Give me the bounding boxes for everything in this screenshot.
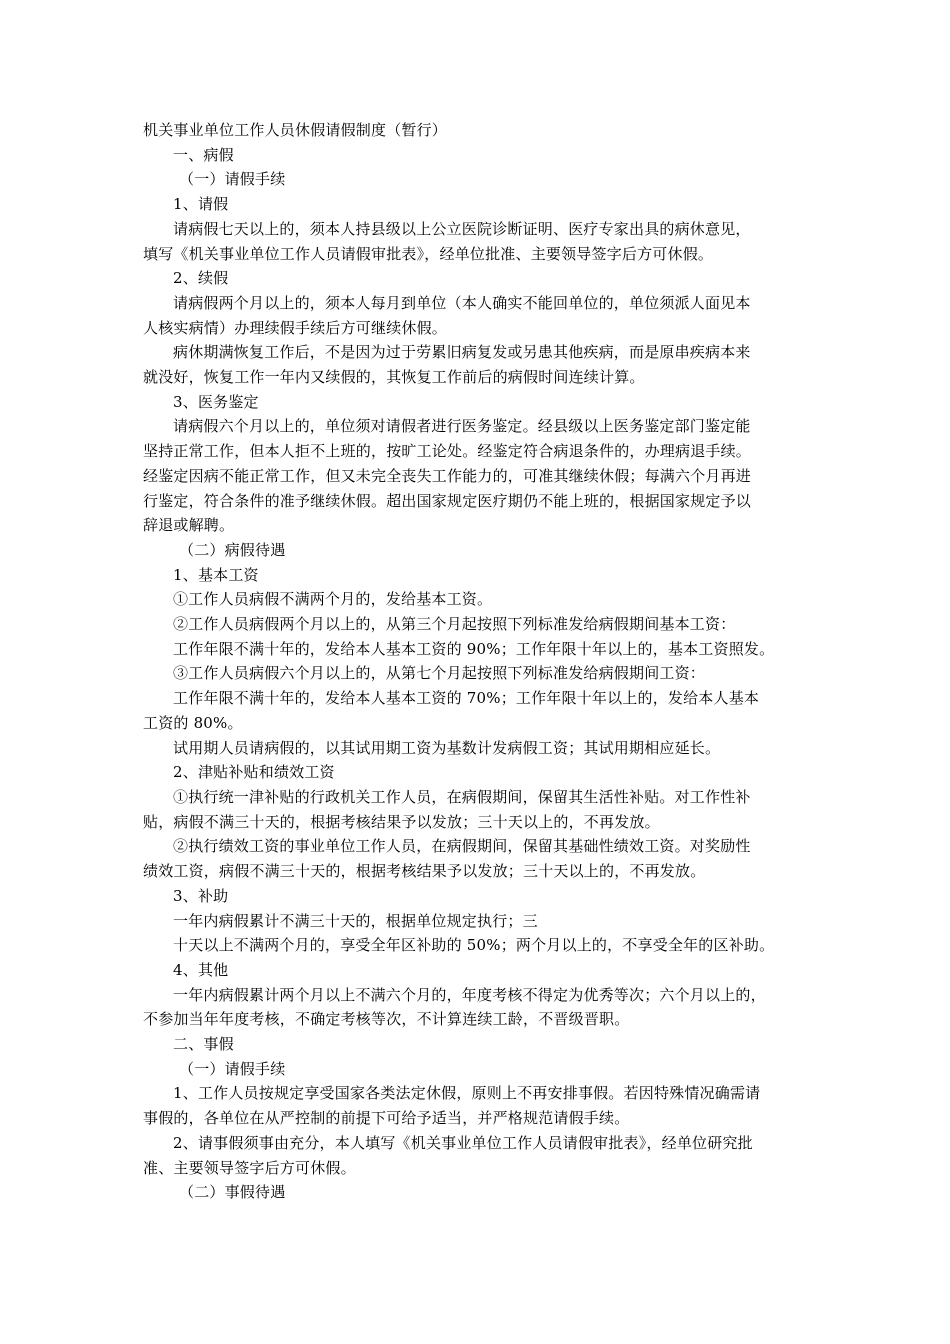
document-line: 1、基本工资 [173,565,259,584]
document-line: 一年内病假累计两个月以上不满六个月的，年度考核不得定为优秀等次；六个月以上的， [173,985,766,1004]
document-line: 3、补助 [173,886,229,905]
document-line: 经鉴定因病不能正常工作，但又未完全丧失工作能力的，可准其继续休假；每满六个月再进 [143,466,752,485]
document-line: 2、津贴补贴和绩效工资 [173,763,335,782]
document-page [143,118,811,1205]
document-line: 4、其他 [173,960,229,979]
document-line: （一）请假手续 [179,170,286,189]
document-line: 请病假两个月以上的，须本人每月到单位（本人确实不能回单位的，单位须派人面见本 [173,293,751,312]
document-line: ①工作人员病假不满两个月的，发给基本工资。 [173,590,493,609]
document-line: ②工作人员病假两个月以上的，从第三个月起按照下列标准发给病假期间基本工资： [173,615,736,634]
document-line: 工资的 80%。 [143,713,243,732]
document-line: 贴，病假不满三十天的，根据考核结果予以发放；三十天以上的，不再发放。 [143,812,660,831]
document-line: 一年内病假累计不满三十天的，根据单位规定执行；三 [173,911,538,930]
document-line: 就没好，恢复工作一年内又续假的，其恢复工作前后的病假时间连续计算。 [143,368,645,387]
document-line: 绩效工资，病假不满三十天的，根据考核结果予以发放；三十天以上的，不再发放。 [143,862,706,881]
document-line: 工作年限不满十年的，发给本人基本工资的 70%；工作年限十年以上的，发给本人基本 [173,689,760,708]
document-line: 2、请事假须事由充分，本人填写《机关事业单位工作人员请假审批表》，经单位研究批 [173,1133,753,1152]
document-line: 病休期满恢复工作后，不是因为过于劳累旧病复发或另患其他疾病，而是原串疾病本来 [173,343,751,362]
document-line: 1、工作人员按规定享受国家各类法定休假，原则上不再安排事假。若因特殊情况确需请 [173,1084,761,1103]
document-line: 人核实病情）办理续假手续后方可继续休假。 [143,318,448,337]
document-line: ①执行统一津补贴的行政机关工作人员，在病假期间，保留其生活性补贴。对工作性补 [173,787,751,806]
document-line: 2、续假 [173,269,229,288]
document-line: 请病假七天以上的，须本人持县级以上公立医院诊断证明、医疗专家出具的病休意见， [173,219,751,238]
document-line: 准、主要领导签字后方可休假。 [143,1158,356,1177]
document-line: 坚持正常工作，但本人拒不上班的，按旷工论处。经鉴定符合病退条件的，办理病退手续。 [143,442,752,461]
document-line: ②执行绩效工资的事业单位工作人员，在病假期间，保留其基础性绩效工资。对奖励性 [173,837,751,856]
document-line: 二、事假 [173,1035,234,1054]
document-line: 一、病假 [173,145,234,164]
document-line: （一）请假手续 [179,1059,286,1078]
document-line: （二）病假待遇 [179,540,286,559]
document-line: 试用期人员请病假的，以其试用期工资为基数计发病假工资；其试用期相应延长。 [173,738,721,757]
document-line: ③工作人员病假六个月以上的，从第七个月起按照下列标准发给病假期间工资： [173,664,706,683]
document-line: 工作年限不满十年的，发给本人基本工资的 90%；工作年限十年以上的，基本工资照发。 [173,639,775,658]
document-line: 事假的，各单位在从严控制的前提下可给予适当，并严格规范请假手续。 [143,1109,630,1128]
document-line: 十天以上不满两个月的，享受全年区补助的 50%；两个月以上的，不享受全年的区补助。 [173,936,775,955]
document-line: 3、医务鉴定 [173,392,259,411]
document-line: 请病假六个月以上的，单位须对请假者进行医务鉴定。经县级以上医务鉴定部门鉴定能 [173,417,751,436]
document-line: 行鉴定，符合条件的准予继续休假。超出国家规定医疗期仍不能上班的，根据国家规定予以 [143,491,752,510]
document-line: 填写《机关事业单位工作人员请假审批表》，经单位批准、主要领导签字后方可休假。 [143,244,714,263]
document-line: （二）事假待遇 [179,1183,286,1202]
document-line: 不参加当年年度考核，不确定考核等次，不计算连续工龄，不晋级晋职。 [143,1010,630,1029]
document-title: 机关事业单位工作人员休假请假制度（暂行） [143,121,448,139]
document-line: 辞退或解聘。 [143,516,235,535]
document-line: 1、请假 [173,195,229,214]
